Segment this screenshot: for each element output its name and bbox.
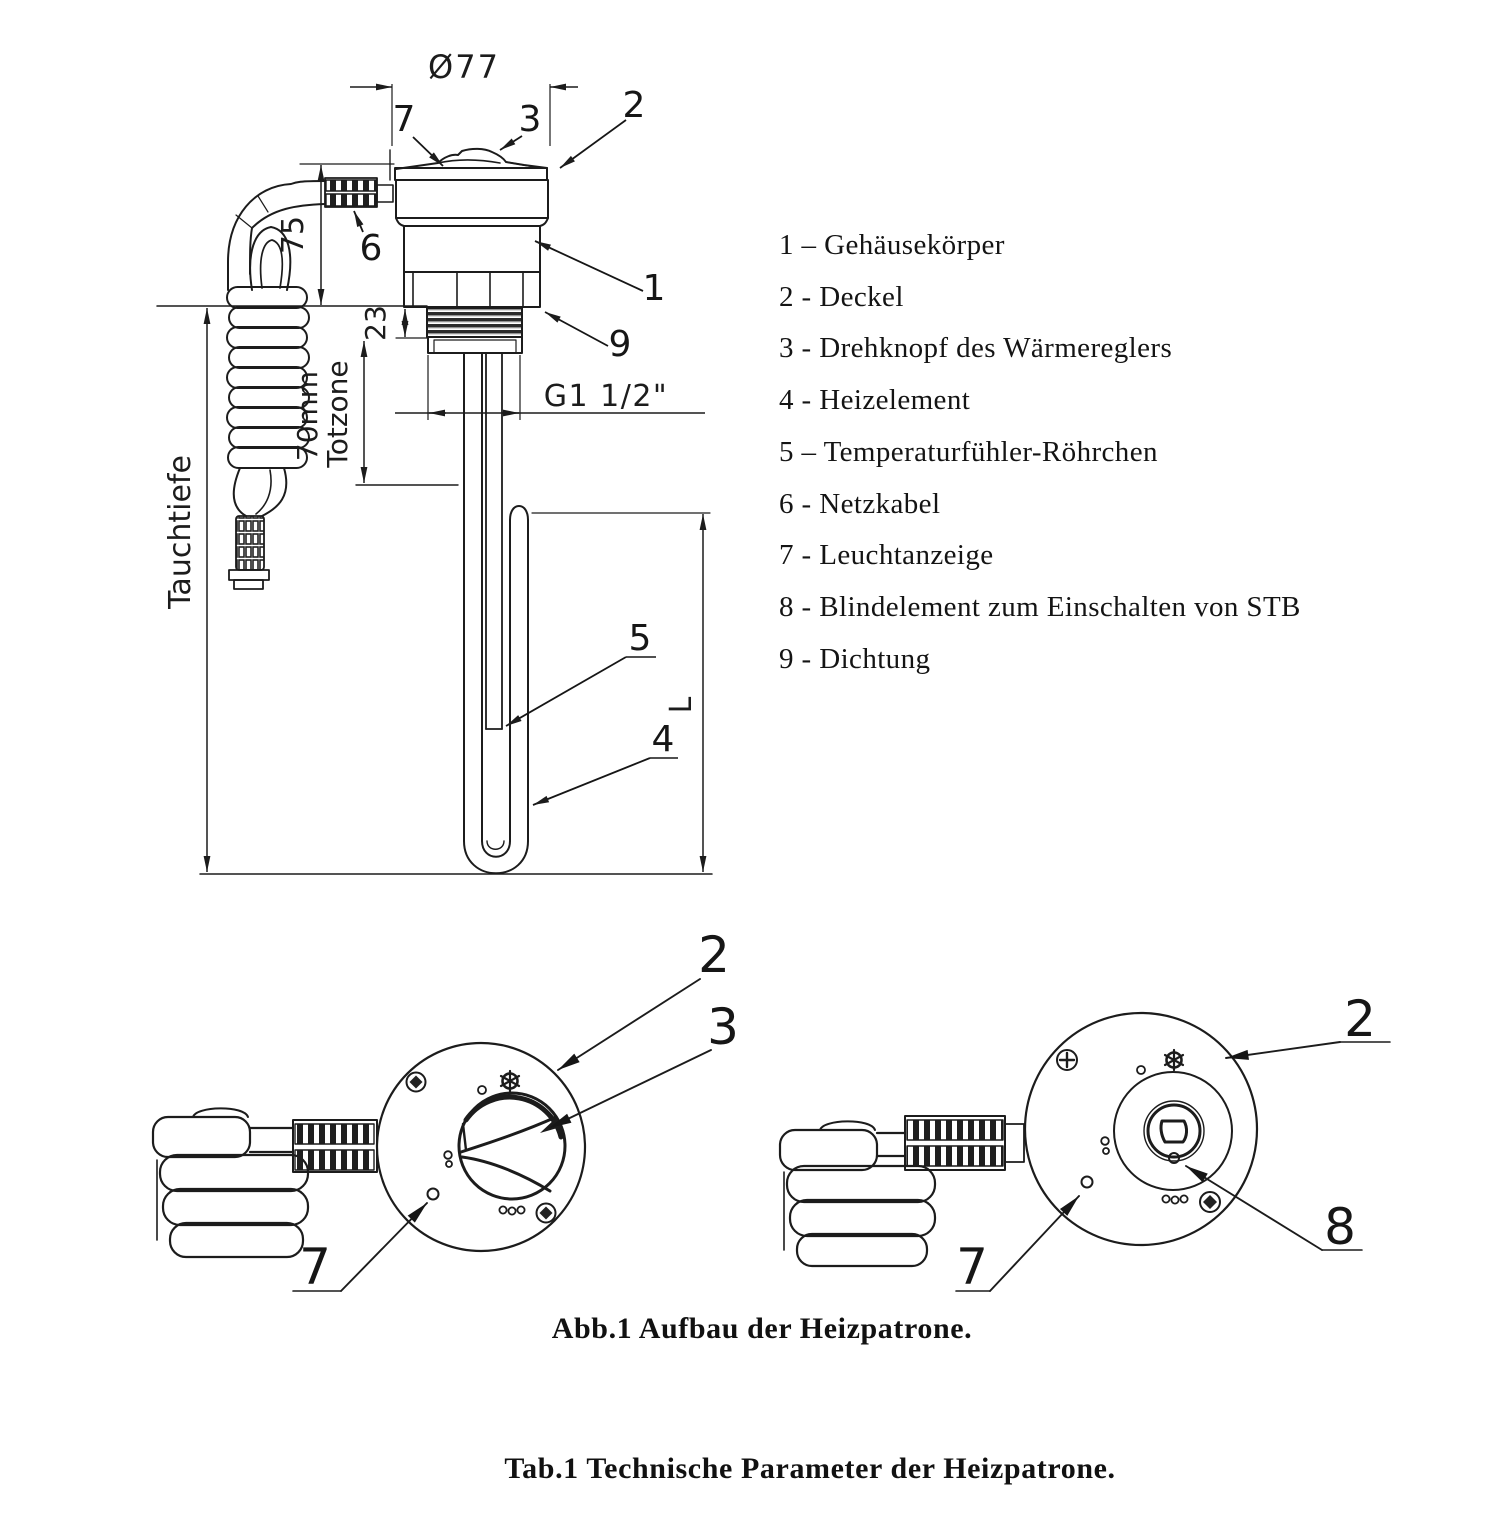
dim-cable-offset: 75: [276, 215, 311, 255]
thread-gasket: [427, 308, 522, 353]
screw-icon: [407, 1073, 556, 1223]
legend-item-9: 9 - Dichtung: [779, 642, 931, 675]
figure-caption: Abb.1 Aufbau der Heizpatrone.: [551, 1312, 973, 1345]
plug-icon: [780, 1121, 935, 1266]
legend-item-5: 5 – Temperaturfühler-Röhrchen: [779, 435, 1158, 468]
legend-item-6: 6 - Netzkabel: [779, 487, 941, 520]
callout-9: 9: [608, 324, 632, 365]
dim-diameter: Ø77: [428, 48, 500, 86]
parts-legend: [779, 220, 1359, 685]
callout-1: 1: [642, 268, 666, 309]
sun-symbol-icon: [501, 1071, 519, 1091]
cable-gland-icon: [905, 1116, 1024, 1170]
heating-element: [464, 353, 528, 873]
front-view-regulator: [153, 926, 739, 1296]
callouts-side-view: [354, 85, 678, 805]
legend-item-4: 4 - Heizelement: [779, 384, 971, 417]
cover-disc: [1025, 1013, 1257, 1245]
dim-thread-size: G1 1/2": [543, 379, 669, 414]
callout-4: 4: [651, 719, 675, 760]
dim-deadzone-value: 70mm: [291, 370, 324, 462]
dim-deadzone-label: Totzone: [321, 360, 354, 468]
knob-silhouette: [396, 149, 547, 169]
legend-item-8: 8 - Blindelement zum Einschalten von STB: [779, 590, 1301, 623]
legend-item-3: 3 - Drehknopf des Wärmereglers: [779, 332, 1173, 365]
cord-end-plug: [229, 468, 286, 589]
blind-element: [1144, 1101, 1204, 1163]
callout-5: 5: [628, 618, 652, 659]
dim-element-length: L: [664, 696, 699, 714]
callout-7: 7: [299, 1238, 331, 1296]
indicator-light-icon: [1082, 1177, 1093, 1188]
table-caption: Tab.1 Technische Parameter der Heizpatrone.: [504, 1452, 1116, 1485]
callout-7: 7: [392, 99, 416, 140]
recess-circle: [1114, 1072, 1232, 1190]
callout-6: 6: [359, 228, 383, 269]
legend-item-1: 1 – Gehäusekörper: [779, 229, 1005, 261]
callout-3: 3: [518, 99, 542, 140]
housing-body: [396, 218, 548, 307]
legend-item-7: 7 - Leuchtanzeige: [779, 539, 994, 572]
dimensions-group: [163, 48, 705, 872]
screw-icon: [1057, 1050, 1220, 1212]
callout-8: 8: [1324, 1198, 1356, 1256]
callout-3: 3: [707, 998, 739, 1056]
side-view: [157, 149, 712, 874]
dim-thread-length: 23: [359, 305, 392, 341]
cable-gland-icon: [293, 1120, 377, 1172]
dim-immersion-depth: Tauchtiefe: [163, 455, 198, 609]
indicator-light-icon: [428, 1189, 439, 1200]
legend-item-2: 2 - Deckel: [779, 280, 904, 313]
callout-2: 2: [622, 85, 646, 126]
sensor-tube: [486, 353, 502, 729]
sun-symbol-icon: [1165, 1050, 1183, 1070]
thermostat-knob: [459, 1093, 565, 1199]
callout-7: 7: [956, 1238, 988, 1296]
callout-2: 2: [698, 926, 730, 984]
plug-icon: [153, 1108, 308, 1257]
cable-gland-icon: [325, 178, 393, 207]
callouts-front-left: [293, 926, 739, 1296]
front-view-blind: [780, 990, 1390, 1296]
callout-2: 2: [1344, 990, 1376, 1048]
